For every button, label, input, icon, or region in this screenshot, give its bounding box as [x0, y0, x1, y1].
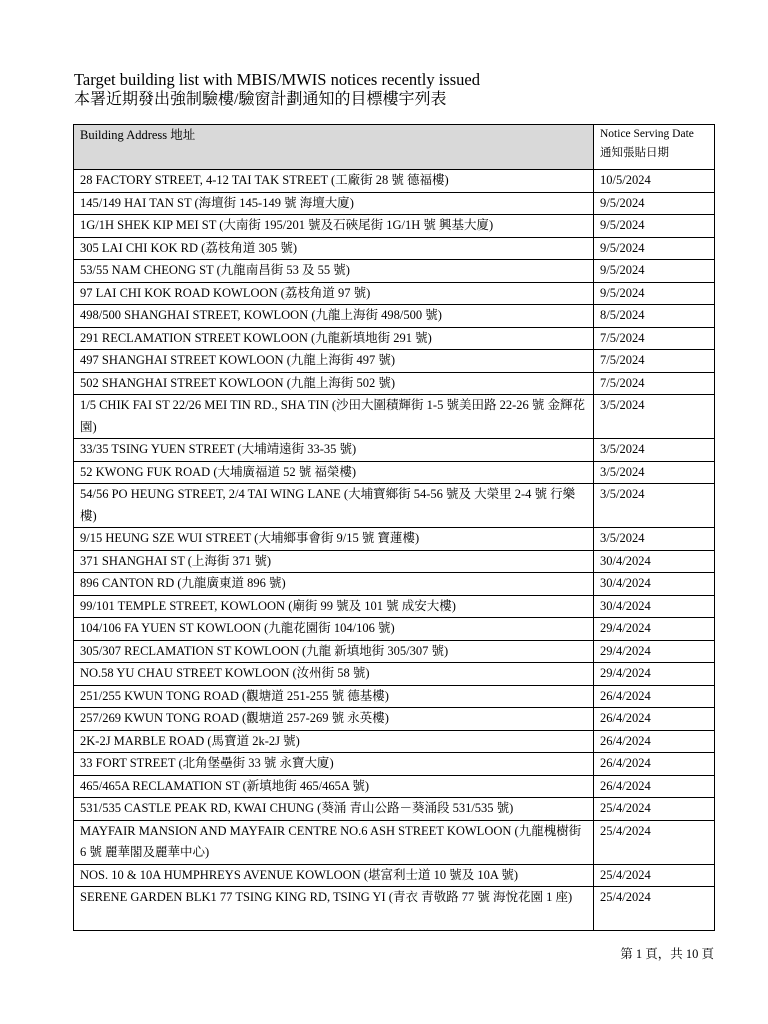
date-cell: 26/4/2024 [594, 775, 715, 798]
table-row [74, 282, 715, 305]
date-cell: 25/4/2024 [594, 820, 715, 864]
table-row [74, 663, 715, 686]
date-cell: 3/5/2024 [594, 484, 715, 528]
table-row [74, 305, 715, 328]
table-row [74, 820, 715, 864]
address-cell: 53/55 NAM CHEONG ST (九龍南昌街 53 及 55 號) [74, 260, 594, 283]
title-chinese: 本署近期發出強制驗樓/驗窗計劃通知的目標樓宇列表 [74, 91, 447, 108]
date-cell: 3/5/2024 [594, 461, 715, 484]
title-block [74, 70, 714, 110]
date-cell: 30/4/2024 [594, 573, 715, 596]
table-row [74, 192, 715, 215]
address-cell: 371 SHANGHAI ST (上海街 371 號) [74, 550, 594, 573]
address-cell: 497 SHANGHAI STREET KOWLOON (九龍上海街 497 號) [74, 350, 594, 373]
title-english: Target building list with MBIS/MWIS notices recently issued [74, 70, 480, 89]
date-column-header [594, 125, 715, 170]
table-row [74, 170, 715, 193]
table-row [74, 864, 715, 887]
address-cell: 104/106 FA YUEN ST KOWLOON (九龍花園街 104/106 號) [74, 618, 594, 641]
table-row [74, 618, 715, 641]
date-cell: 3/5/2024 [594, 439, 715, 462]
address-column-header: Building Address 地址 [74, 125, 594, 170]
table-row [74, 798, 715, 821]
table-row [74, 350, 715, 373]
date-header-english: Notice Serving Date [600, 128, 694, 140]
table-row [74, 708, 715, 731]
date-cell: 30/4/2024 [594, 550, 715, 573]
table-row [74, 685, 715, 708]
address-cell: 2K-2J MARBLE ROAD (馬寶道 2k-2J 號) [74, 730, 594, 753]
date-cell: 10/5/2024 [594, 170, 715, 193]
table-row [74, 215, 715, 238]
address-cell: 531/535 CASTLE PEAK RD, KWAI CHUNG (葵涌 青山公路－葵涌段 531/535 號) [74, 798, 594, 821]
address-cell: 257/269 KWUN TONG ROAD (觀塘道 257-269 號 永英樓) [74, 708, 594, 731]
table-row [74, 484, 715, 528]
table-row [74, 327, 715, 350]
table-row [74, 595, 715, 618]
date-header-chinese: 通知張貼日期 [600, 147, 669, 159]
address-cell: NO.58 YU CHAU STREET KOWLOON (汝州街 58 號) [74, 663, 594, 686]
date-cell: 29/4/2024 [594, 640, 715, 663]
address-cell: SERENE GARDEN BLK1 77 TSING KING RD, TSING YI (青衣 青敬路 77 號 海悅花園 1 座) [74, 887, 594, 931]
address-cell: 465/465A RECLAMATION ST (新填地街 465/465A 號) [74, 775, 594, 798]
address-cell: 305/307 RECLAMATION ST KOWLOON (九龍 新填地街 305/307 號) [74, 640, 594, 663]
address-cell: 251/255 KWUN TONG ROAD (觀塘道 251-255 號 德基樓) [74, 685, 594, 708]
address-cell: 28 FACTORY STREET, 4-12 TAI TAK STREET (工廠街 28 號 德福樓) [74, 170, 594, 193]
date-cell: 9/5/2024 [594, 282, 715, 305]
date-cell: 9/5/2024 [594, 215, 715, 238]
date-cell: 9/5/2024 [594, 260, 715, 283]
table-row [74, 730, 715, 753]
date-cell: 29/4/2024 [594, 618, 715, 641]
address-cell: 1/5 CHIK FAI ST 22/26 MEI TIN RD., SHA TIN (沙田大圍積輝街 1-5 號美田路 22-26 號 金輝花園) [74, 395, 594, 439]
address-cell: 9/15 HEUNG SZE WUI STREET (大埔鄉事會街 9/15 號 寶蓮樓) [74, 528, 594, 551]
table-row [74, 753, 715, 776]
address-cell: 52 KWONG FUK ROAD (大埔廣福道 52 號 福榮樓) [74, 461, 594, 484]
address-cell: 502 SHANGHAI STREET KOWLOON (九龍上海街 502 號) [74, 372, 594, 395]
address-cell: NOS. 10 & 10A HUMPHREYS AVENUE KOWLOON (堪富利士道 10 號及 10A 號) [74, 864, 594, 887]
date-cell: 7/5/2024 [594, 350, 715, 373]
date-cell: 29/4/2024 [594, 663, 715, 686]
address-cell: 97 LAI CHI KOK ROAD KOWLOON (荔枝角道 97 號) [74, 282, 594, 305]
date-cell: 9/5/2024 [594, 237, 715, 260]
date-cell: 25/4/2024 [594, 864, 715, 887]
table-row [74, 439, 715, 462]
address-cell: 291 RECLAMATION STREET KOWLOON (九龍新填地街 291 號) [74, 327, 594, 350]
table-row [74, 528, 715, 551]
address-cell: 896 CANTON RD (九龍廣東道 896 號) [74, 573, 594, 596]
address-cell: 54/56 PO HEUNG STREET, 2/4 TAI WING LANE (大埔寶鄉街 54-56 號及 大榮里 2-4 號 行樂樓) [74, 484, 594, 528]
table-row [74, 260, 715, 283]
address-cell: 498/500 SHANGHAI STREET, KOWLOON (九龍上海街 498/500 號) [74, 305, 594, 328]
date-cell: 7/5/2024 [594, 327, 715, 350]
date-cell: 7/5/2024 [594, 372, 715, 395]
table-header-row [74, 125, 715, 170]
address-cell: 33 FORT STREET (北角堡壘街 33 號 永寶大廈) [74, 753, 594, 776]
date-cell: 25/4/2024 [594, 798, 715, 821]
date-cell: 30/4/2024 [594, 595, 715, 618]
date-cell: 26/4/2024 [594, 753, 715, 776]
address-cell: MAYFAIR MANSION AND MAYFAIR CENTRE NO.6 ASH STREET KOWLOON (九龍槐樹街 6 號 麗華閣及麗華中心) [74, 820, 594, 864]
address-cell: 33/35 TSING YUEN STREET (大埔靖遠街 33-35 號) [74, 439, 594, 462]
table-row [74, 775, 715, 798]
date-cell: 8/5/2024 [594, 305, 715, 328]
date-cell: 26/4/2024 [594, 708, 715, 731]
building-list-table [73, 124, 715, 931]
date-cell: 9/5/2024 [594, 192, 715, 215]
table-row [74, 461, 715, 484]
address-cell: 99/101 TEMPLE STREET, KOWLOON (廟街 99 號及 101 號 成安大樓) [74, 595, 594, 618]
date-cell: 3/5/2024 [594, 395, 715, 439]
date-cell: 26/4/2024 [594, 685, 715, 708]
page-number: 第 1 頁，共 10 頁 [620, 947, 714, 961]
address-cell: 145/149 HAI TAN ST (海壇街 145-149 號 海壇大廈) [74, 192, 594, 215]
table-row [74, 573, 715, 596]
date-cell: 3/5/2024 [594, 528, 715, 551]
table-row [74, 550, 715, 573]
table-row [74, 887, 715, 931]
date-cell: 26/4/2024 [594, 730, 715, 753]
table-row [74, 640, 715, 663]
table-row [74, 395, 715, 439]
address-cell: 1G/1H SHEK KIP MEI ST (大南街 195/201 號及石硤尾街 1G/1H 號 興基大廈) [74, 215, 594, 238]
date-cell: 25/4/2024 [594, 887, 715, 931]
table-row [74, 372, 715, 395]
table-row [74, 237, 715, 260]
address-cell: 305 LAI CHI KOK RD (荔枝角道 305 號) [74, 237, 594, 260]
